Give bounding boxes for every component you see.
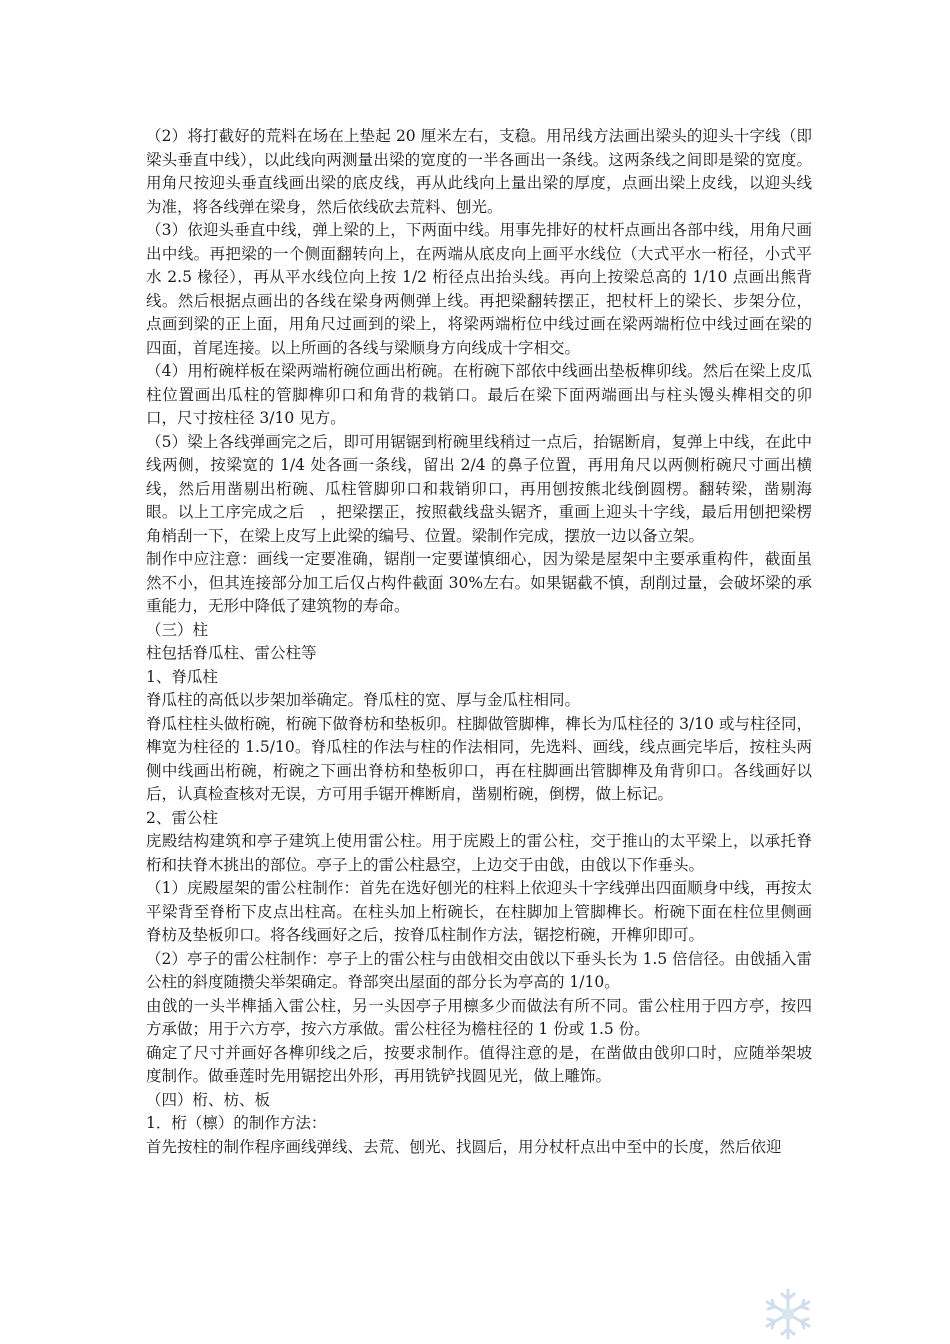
paragraph-beam-notes: 制作中应注意：画线一定要准确，锯削一定要谨慎细心，因为梁是屋架中主要承重构件，截面虽然不小，但其连接部分加工后仅占构件截面 30%左右。如果锯截不慎，刮削过量，会破坏梁的承重能力，无形中降低了建筑物的寿命。 (146, 550, 812, 615)
document-body (146, 125, 812, 1159)
snowflake-watermark-icon (758, 1284, 818, 1344)
section-heading-purlins: （四）桁、枋、板 (146, 1090, 271, 1109)
paragraph-thunder-post-tenon: 由戗的一头半榫插入雷公柱，另一头因亭子用檩多少而做法有所不同。雷公柱用于四方亭，按四方承做；用于六方亭，按六方承做。雷公柱径为檐柱径的 1 份或 1.5 份。 (146, 996, 812, 1038)
subheading-thunder-post: 2、雷公柱 (146, 808, 218, 827)
paragraph-columns-intro: 柱包括脊瓜柱、雷公柱等 (146, 644, 317, 662)
paragraph-beam-step-5: （5）梁上各线弹画完之后，即可用锯锯到桁碗里线稍过一点后，抬锯断肩，复弹上中线，在此中线两侧，按梁宽的 1/4 处各画一条线，留出 2/4 的鼻子位置，再用角尺以两侧桁碗尺寸画出横线，然后用凿剔出桁碗、瓜柱管脚卯口和栽销卯口，再用刨按熊北线倒圆楞。翻转梁，凿剔海眼。以上工序完成之后 ，把梁摆正，按照截线盘头锯齐，重画上迎头十字线，最后用刨把梁楞角梢刮一下，在梁上皮写上此梁的编号、位置。梁制作完成，摆放一边以备立架。 (146, 432, 812, 545)
paragraph-thunder-post-hall: （1）庑殿屋架的雷公柱制作：首先在选好刨光的柱料上依迎头十字线弹出四面顺身中线，再按太平梁背至脊桁下皮点出柱高。在柱头加上桁碗长，在柱脚加上管脚榫长。桁碗下面在柱位里侧画脊枋及垫板卯口。将各线画好之后，按脊瓜柱制作方法，锯挖桁碗，开榫卯即可。 (146, 879, 812, 944)
paragraph-beam-step-2: （2）将打截好的荒料在场在上垫起 20 厘米左右，支稳。用吊线方法画出梁头的迎头十字线（即梁头垂直中线），以此线向两测量出梁的宽度的一半各画出一条线。这两条线之间即是梁的宽度。用角尺按迎头垂直线画出梁的底皮线，再从此线向上量出梁的厚度，点画出梁上皮线，以迎头线为准，将各线弹在梁身，然后依线砍去荒料、刨光。 (146, 127, 812, 216)
paragraph-purlin-method: 首先按柱的制作程序画线弹线、去荒、刨光、找圆后，用分杖杆点出中至中的长度，然后依迎 (146, 1137, 782, 1156)
paragraph-beam-step-4: （4）用桁碗样板在梁两端桁碗位画出桁碗。在桁碗下部依中线画出垫板榫卯线。然后在梁上皮瓜柱位置画出瓜柱的管脚榫卯口和角背的栽销口。最后在梁下面两端画出与柱头馒头榫相交的卯口，尺寸按柱径 3/10 见方。 (146, 362, 812, 427)
paragraph-thunder-post-pavilion: （2）亭子的雷公柱制作：亭子上的雷公柱与由戗相交由戗以下垂头长为 1.5 倍信径。由戗插入雷公柱的斜度随攒尖举架确定。脊部突出屋面的部分长为亭高的 1/10。 (146, 949, 812, 991)
paragraph-beam-step-3: （3）依迎头垂直中线，弹上梁的上，下两面中线。用事先排好的杖杆点画出各部中线，用角尺画出中线。再把梁的一个侧面翻转向上，在两端从底皮向上画平水线位（大式平水一桁径，小式平水 2.5 椽径），再从平水线位向上按 1/2 桁径点出抬头线。再向上按梁总高的 1/10 点画出熊背线。然后根据点画出的各线在梁身两侧弹上线。再把梁翻转摆正，把杖杆上的梁长、步架分位，点画到梁的正上面，用角尺过画到的梁上，将梁两端桁位中线过画在梁两端桁位中线过画在梁的四面，首尾连接。以上所画的各线与梁顺身方向线成十字相交。 (146, 221, 812, 357)
paragraph-ridge-strut-making: 脊瓜柱柱头做桁碗，桁碗下做脊枋和垫板卯。柱脚做管脚榫，榫长为瓜柱径的 3/10 或与柱径同，榫宽为柱径的 1.5/10。脊瓜柱的作法与柱的作法相同，先选料、画线，线点画完毕后，按柱头两侧中线画出桁碗，桁碗之下画出脊枋和垫板卯口，再在柱脚画出管脚榫及角背卯口。各线画好以后，认真检查核对无误，方可用手锯开榫断肩，凿剔桁碗，倒楞，做上标记。 (146, 714, 812, 803)
section-heading-columns: （三）柱 (146, 620, 209, 639)
subheading-ridge-strut: 1、脊瓜柱 (146, 667, 218, 686)
paragraph-ridge-strut-height: 脊瓜柱的高低以步架加举确定。脊瓜柱的宽、厚与金瓜柱相同。 (146, 691, 581, 709)
subheading-purlin-method: 1．桁（檩）的制作方法： (146, 1114, 327, 1132)
paragraph-thunder-post-intro: 庑殿结构建筑和亭子建筑上使用雷公柱。用于庑殿上的雷公柱，交于推山的太平梁上，以承托脊桁和扶脊木挑出的部位。亭子上的雷公柱悬空，上边交于由戗，由戗以下作垂头。 (146, 832, 812, 874)
paragraph-thunder-post-finish: 确定了尺寸并画好各榫卯线之后，按要求制作。值得注意的是，在凿做由戗卯口时，应随举架坡度制作。做垂莲时先用锯挖出外形，再用铣铲找圆见光，做上雕饰。 (146, 1043, 812, 1085)
